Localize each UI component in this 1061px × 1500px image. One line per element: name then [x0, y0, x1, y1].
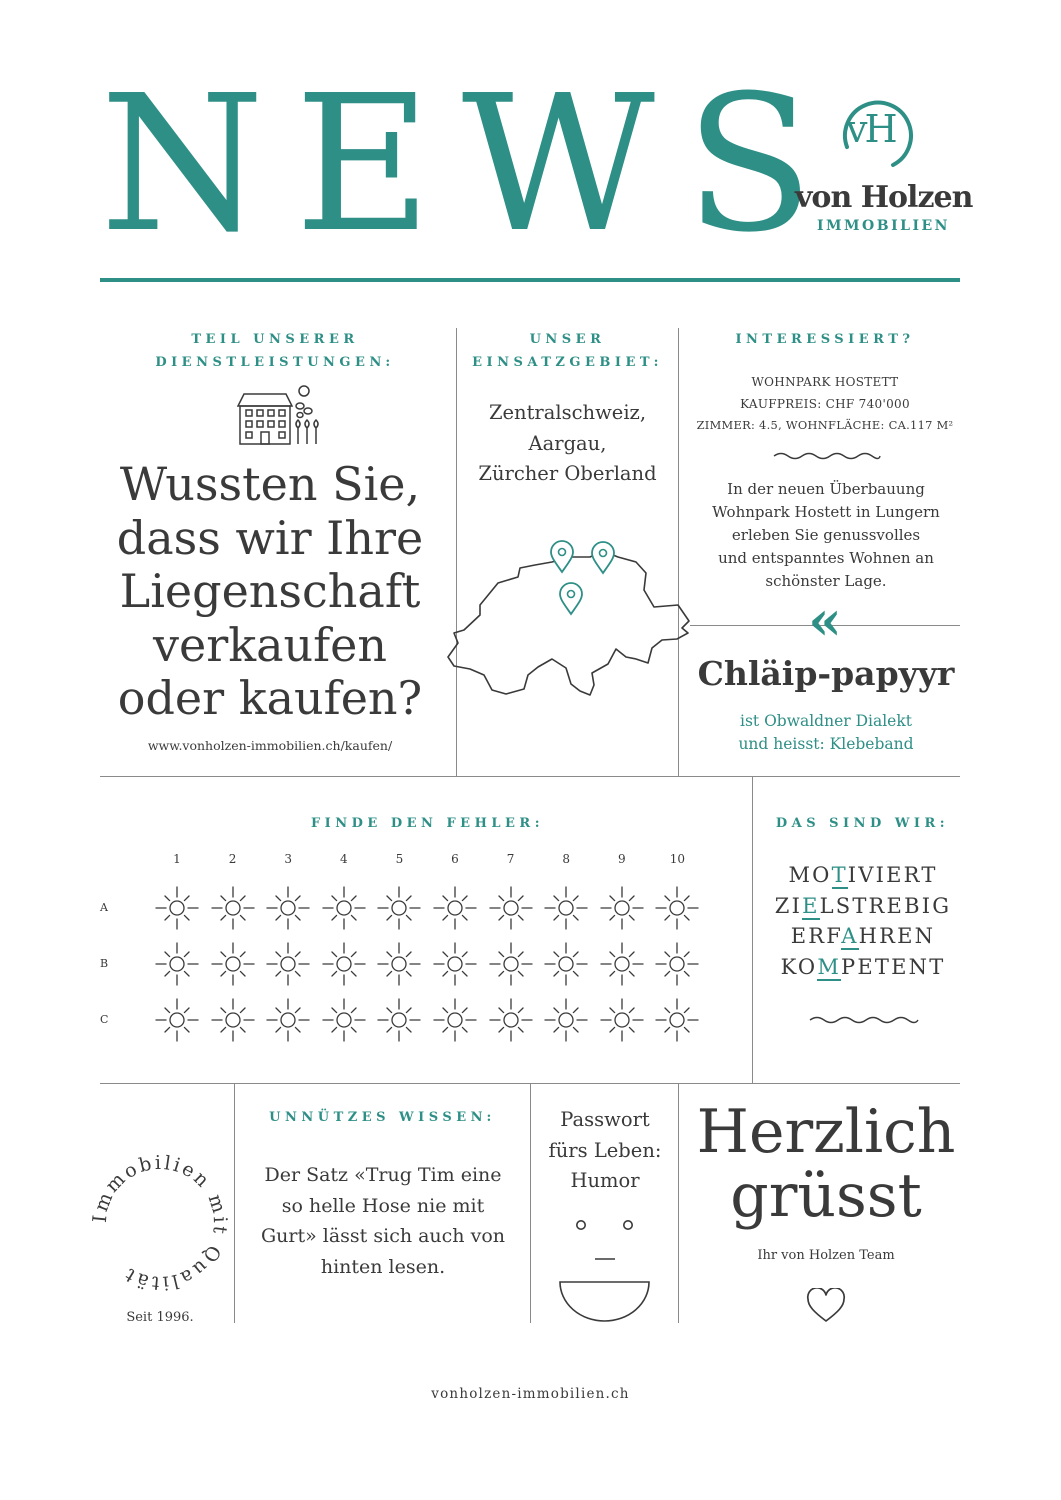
sun-icon[interactable] [209, 940, 257, 988]
sun-icon[interactable] [542, 940, 590, 988]
highlight-letter: T [831, 863, 848, 887]
sun-icon[interactable] [598, 996, 646, 1044]
footer-url[interactable]: vonholzen-immobilien.ch [431, 1386, 630, 1402]
services-link[interactable]: www.vonholzen-immobilien.ch/kaufen/ [147, 738, 393, 753]
wave-divider-icon [808, 1014, 920, 1026]
sun-icon[interactable] [431, 884, 479, 932]
column-label: 2 [228, 852, 237, 866]
trivia-text: Der Satz «Trug Tim eine so helle Hose nie mit Gurt» lässt sich auch von hinten lesen. [260, 1164, 505, 1278]
heart-icon [806, 1288, 846, 1324]
svg-text:Immobilien mit Qualität: Immobilien mit Qualität [88, 1151, 232, 1295]
about-words [758, 860, 968, 982]
puzzle-kicker: FINDE DEN FEHLER: [310, 816, 545, 831]
trivia-kicker: UNNÜTZES WISSEN: [269, 1110, 496, 1125]
sun-icon[interactable] [375, 996, 423, 1044]
sun-icon[interactable] [320, 996, 368, 1044]
quality-seal [85, 1148, 235, 1298]
house-trees-icon [234, 382, 324, 448]
about-word: ZIELSTREBIG [774, 893, 952, 918]
services-kicker: TEIL UNSERER DIENSTLEISTUNGEN: [155, 332, 395, 370]
column-label: 10 [669, 852, 686, 866]
quote-mark: « [808, 588, 842, 652]
about-kicker: DAS SIND WIR: [775, 816, 950, 831]
about-word: ERFAHREN [790, 924, 936, 948]
listing-kicker: INTERESSIERT? [735, 332, 915, 347]
dialect-explain: ist Obwaldner Dialekt und heisst: Klebeband [738, 712, 914, 753]
sun-icon[interactable] [375, 940, 423, 988]
sun-icon[interactable] [431, 940, 479, 988]
column-label: 3 [284, 852, 292, 866]
sun-icon[interactable] [375, 884, 423, 932]
brand-name: von Holzen [795, 180, 973, 215]
sun-icon[interactable] [431, 996, 479, 1044]
greeting-sign: Ihr von Holzen Team [757, 1248, 895, 1263]
since-text: Seit 1996. [126, 1310, 194, 1325]
location-pin-icon [590, 541, 616, 575]
sun-icon[interactable] [653, 884, 701, 932]
page-title: NEWS [100, 55, 844, 274]
divider [678, 1083, 679, 1323]
sun-icon[interactable] [653, 996, 701, 1044]
header-rule [100, 278, 960, 282]
listing-facts: WOHNPARK HOSTETT KAUFPREIS: CHF 740'000 ZIMMER: 4.5, WOHNFLÄCHE: CA.117 M² [696, 375, 954, 432]
region-areas: Zentralschweiz, Aargau, Zürcher Oberland [478, 401, 657, 485]
sun-icon[interactable] [487, 884, 535, 932]
sun-icon[interactable] [153, 940, 201, 988]
sun-icon[interactable] [598, 884, 646, 932]
sun-icon[interactable] [209, 996, 257, 1044]
password-text: Passwort fürs Leben: Humor [548, 1108, 662, 1192]
highlight-letter: E [802, 893, 820, 918]
highlight-letter: A [841, 924, 859, 948]
sun-icon[interactable] [153, 996, 201, 1044]
region-kicker: UNSER EINSATZGEBIET: [472, 332, 663, 370]
about-word: KOMPETENT [780, 954, 946, 979]
brand-logo[interactable] [790, 95, 973, 240]
column-label: 9 [617, 852, 626, 866]
row-label: B [100, 957, 109, 970]
listing-description: In der neuen Überbauung Wohnpark Hostett in Lungern erleben Sie genussvolles und entspanntes Wohnen an schönster Lage. [712, 480, 940, 590]
sun-icon[interactable] [153, 884, 201, 932]
sun-icon[interactable] [320, 940, 368, 988]
sun-icon[interactable] [653, 940, 701, 988]
sun-icon[interactable] [487, 940, 535, 988]
services-headline: Wussten Sie, dass wir Ihre Liegenschaft verkaufen oder kaufen? [116, 457, 424, 725]
greeting: Herzlich grüsst [696, 1097, 956, 1231]
location-pin-icon [549, 540, 575, 574]
column-label: 7 [506, 852, 515, 866]
column-label: 5 [395, 852, 404, 866]
sun-icon[interactable] [542, 996, 590, 1044]
divider [100, 776, 960, 777]
location-pin-icon [558, 582, 584, 616]
column-label: 4 [339, 852, 348, 866]
column-label: 1 [173, 852, 181, 866]
about-word: MOTIVIERT [788, 863, 938, 887]
highlight-letter: M [817, 954, 842, 979]
sun-icon[interactable] [264, 884, 312, 932]
brand-sub: IMMOBILIEN [817, 218, 950, 234]
row-label: A [100, 901, 108, 914]
sun-icon[interactable] [542, 884, 590, 932]
divider [530, 1083, 531, 1323]
column-label: 6 [451, 852, 459, 866]
divider [752, 776, 753, 1083]
column-label: 8 [562, 852, 570, 866]
sun-icon[interactable] [487, 996, 535, 1044]
sun-icon[interactable] [209, 884, 257, 932]
sun-icon[interactable] [264, 996, 312, 1044]
sun-icon[interactable] [598, 940, 646, 988]
row-label: C [100, 1013, 109, 1026]
sun-icon[interactable] [320, 884, 368, 932]
smiley-face-icon [555, 1215, 655, 1327]
wave-divider-icon [772, 450, 882, 462]
logo-monogram: vH [846, 107, 895, 151]
dialect-word: Chläip-papyyr [697, 654, 955, 693]
sun-icon[interactable] [264, 940, 312, 988]
